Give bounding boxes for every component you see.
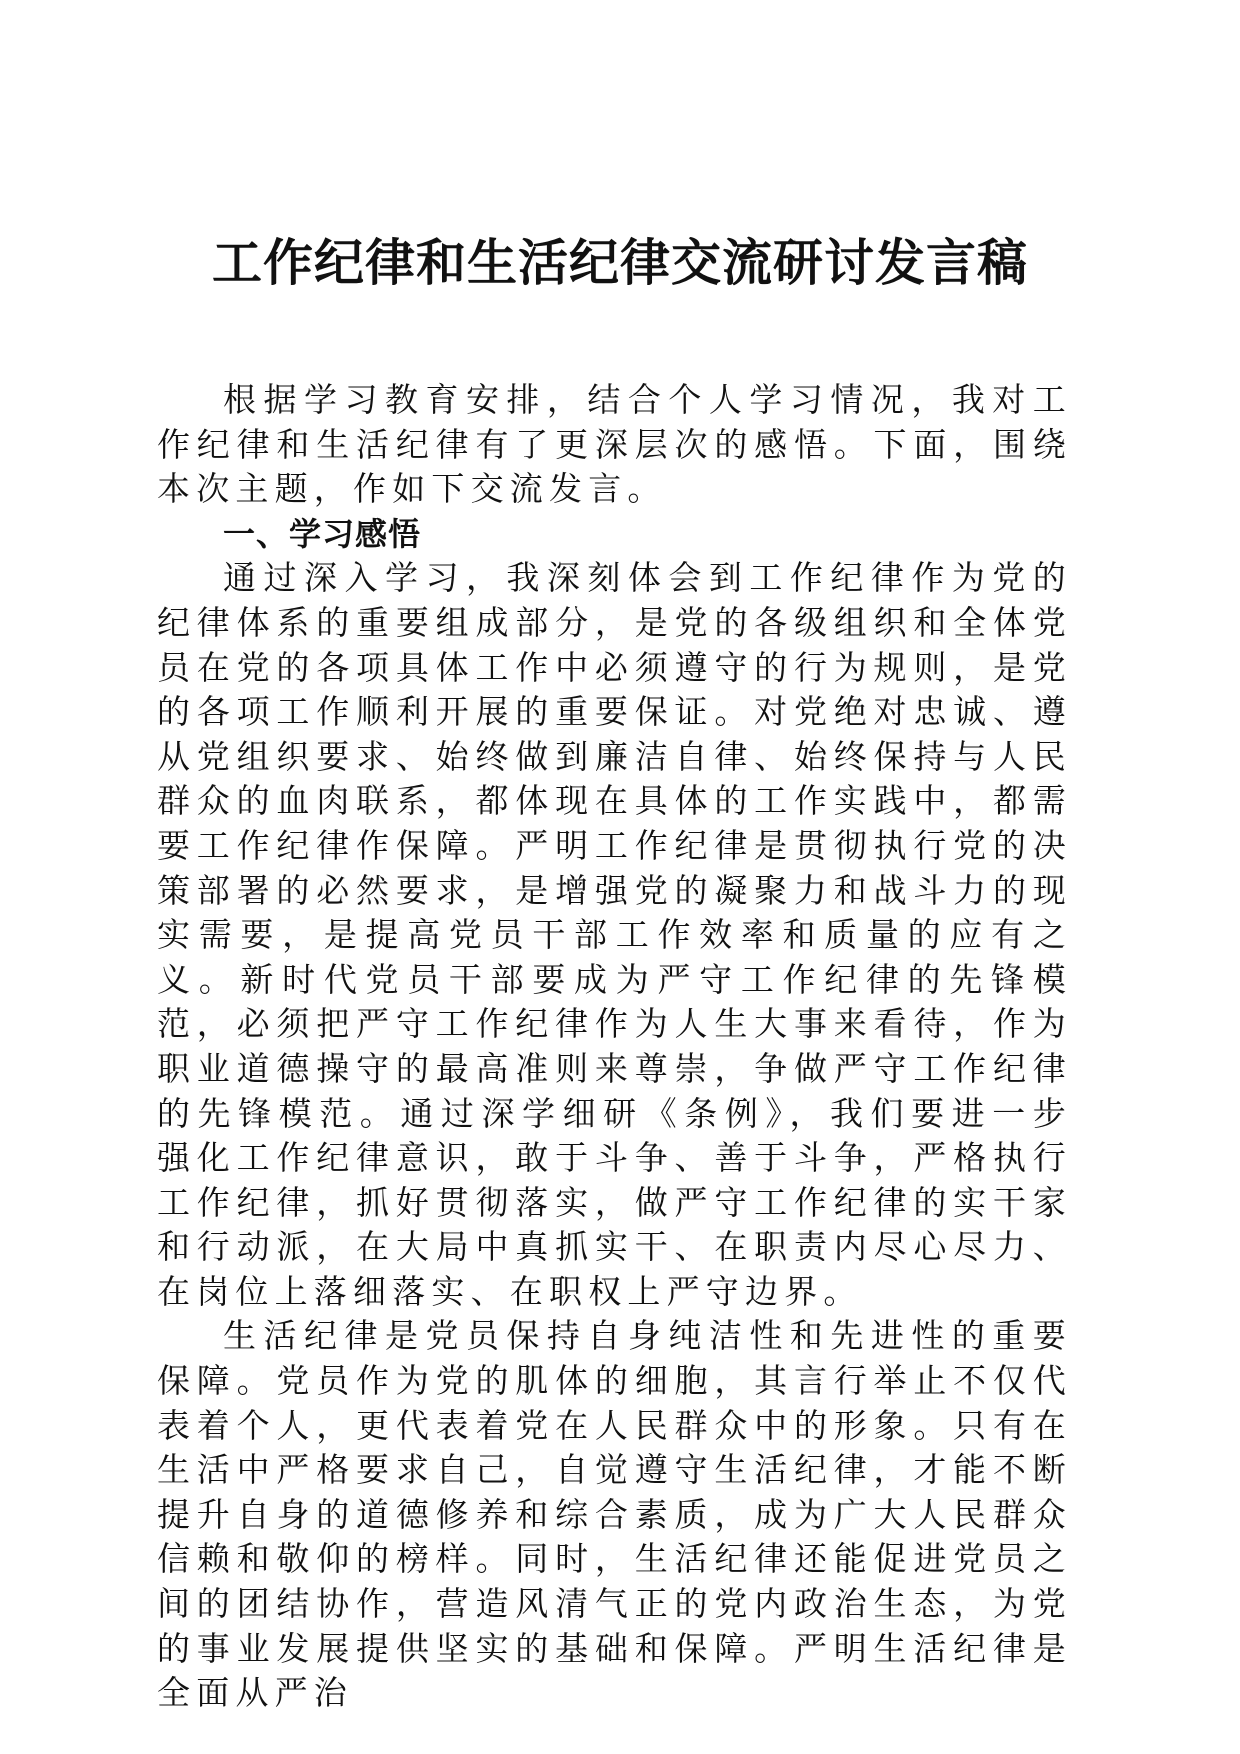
body-paragraph: 生活纪律是党员保持自身纯洁性和先进性的重要保障。党员作为党的肌体的细胞，其言行举止不仅代表着个人，更代表着党在人民群众中的形象。只有在生活中严格要求自己，自觉遵守生活纪律，才能不断提升自身的道德修养和综合素质，成为广大人民群众信赖和敬仰的榜样。同时，生活纪律还能促进党员之间的团结协作，营造风清气正的党内政治生态，为党的事业发展提供坚实的基础和保障。严明生活纪律是全面从严治	[157, 1316, 1072, 1713]
intro-paragraph: 根据学习教育安排，结合个人学习情况，我对工作纪律和生活纪律有了更深层次的感悟。下面，围绕本次主题，作如下交流发言。	[157, 380, 1072, 509]
body-paragraph: 通过深入学习，我深刻体会到工作纪律作为党的纪律体系的重要组成部分，是党的各级组织和全体党员在党的各项具体工作中必须遵守的行为规则，是党的各项工作顺利开展的重要保证。对党绝对忠诚、遵从党组织要求、始终做到廉洁自律、始终保持与人民群众的血肉联系，都体现在具体的工作实践中，都需要工作纪律作保障。严明工作纪律是贯彻执行党的决策部署的必然要求，是增强党的凝聚力和战斗力的现实需要，是提高党员干部工作效率和质量的应有之义。新时代党员干部要成为严守工作纪律的先锋模范，必须把严守工作纪律作为人生大事来看待，作为职业道德操守的最高准则来尊崇，争做严守工作纪律的先锋模范。通过深学细研《条例》，我们要进一步强化工作纪律意识，敢于斗争、善于斗争，严格执行工作纪律，抓好贯彻落实，做严守工作纪律的实干家和行动派，在大局中真抓实干、在职责内尽心尽力、在岗位上落细落实、在职权上严守边界。	[157, 558, 1072, 1311]
document-body	[157, 378, 1072, 1716]
document-title: 工作纪律和生活纪律交流研讨发言稿	[212, 233, 1028, 292]
section-heading: 一、学习感悟	[223, 514, 422, 553]
